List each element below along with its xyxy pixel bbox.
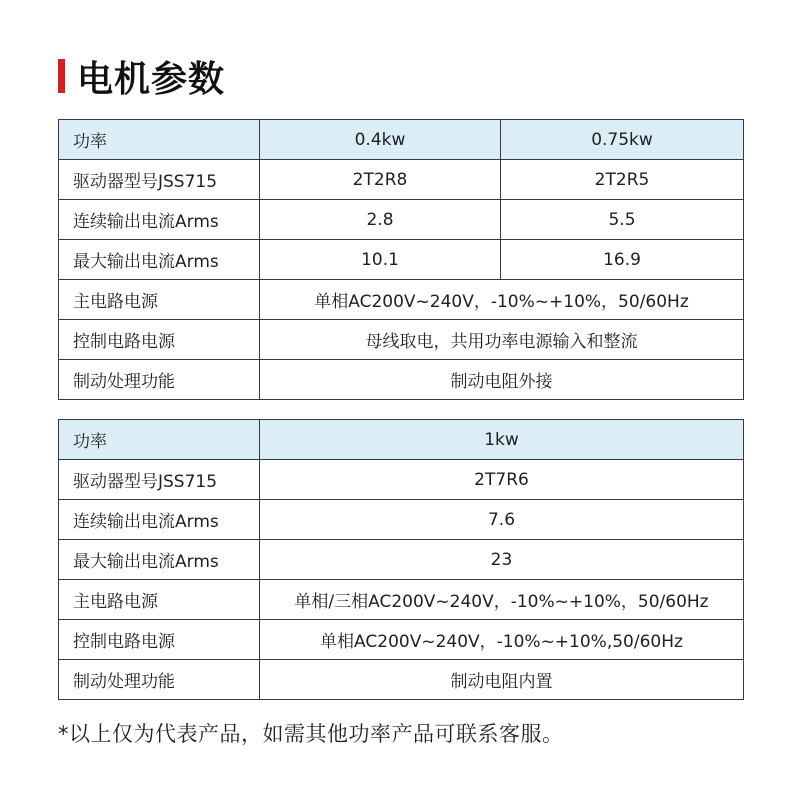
table-row-max-current — [59, 240, 744, 280]
cell-value: 单相AC200V~240V，-10%~+10%，50/60Hz — [260, 280, 744, 320]
cell-value: 16.9 — [501, 240, 744, 280]
cell-value: 0.75kw — [501, 120, 744, 160]
row-label: 功率 — [59, 120, 260, 160]
cell-value: 2T7R6 — [260, 460, 744, 500]
table-row-control-power — [59, 320, 744, 360]
row-label: 制动处理功能 — [59, 660, 260, 700]
cell-value: 23 — [260, 540, 744, 580]
table-row-continuous-current — [59, 200, 744, 240]
cell-value: 母线取电，共用功率电源输入和整流 — [260, 320, 744, 360]
row-label: 最大输出电流Arms — [59, 240, 260, 280]
cell-value: 5.5 — [501, 200, 744, 240]
title-accent-bar — [58, 59, 65, 93]
row-label: 控制电路电源 — [59, 320, 260, 360]
page-title — [58, 54, 225, 98]
cell-value: 制动电阻外接 — [260, 360, 744, 400]
cell-value: 单相/三相AC200V~240V，-10%~+10%，50/60Hz — [260, 580, 744, 620]
cell-value: 制动电阻内置 — [260, 660, 744, 700]
table-row-main-power — [59, 580, 744, 620]
table-row-power — [59, 120, 744, 160]
cell-value: 7.6 — [260, 500, 744, 540]
cell-value: 1kw — [260, 420, 744, 460]
row-label: 连续输出电流Arms — [59, 200, 260, 240]
cell-value: 2.8 — [260, 200, 501, 240]
cell-value: 2T2R5 — [501, 160, 744, 200]
row-label: 控制电路电源 — [59, 620, 260, 660]
table-row-braking — [59, 360, 744, 400]
spec-table-1 — [58, 119, 744, 400]
row-label: 主电路电源 — [59, 580, 260, 620]
cell-value: 2T2R8 — [260, 160, 501, 200]
table-row-main-power — [59, 280, 744, 320]
table-row-control-power — [59, 620, 744, 660]
table-row-continuous-current — [59, 500, 744, 540]
cell-value: 10.1 — [260, 240, 501, 280]
row-label: 驱动器型号JSS715 — [59, 160, 260, 200]
page-title-text: 电机参数 — [77, 58, 226, 100]
row-label: 制动处理功能 — [59, 360, 260, 400]
cell-value: 0.4kw — [260, 120, 501, 160]
table-row-max-current — [59, 540, 744, 580]
table-row-driver-model — [59, 460, 744, 500]
row-label: 功率 — [59, 420, 260, 460]
row-label: 连续输出电流Arms — [59, 500, 260, 540]
footnote: *以上仅为代表产品，如需其他功率产品可联系客服。 — [58, 722, 564, 746]
spec-table-2 — [58, 419, 744, 700]
cell-value: 单相AC200V~240V，-10%~+10%,50/60Hz — [260, 620, 744, 660]
table-row-power — [59, 420, 744, 460]
table-row-braking — [59, 660, 744, 700]
row-label: 驱动器型号JSS715 — [59, 460, 260, 500]
row-label: 主电路电源 — [59, 280, 260, 320]
table-row-driver-model — [59, 160, 744, 200]
row-label: 最大输出电流Arms — [59, 540, 260, 580]
